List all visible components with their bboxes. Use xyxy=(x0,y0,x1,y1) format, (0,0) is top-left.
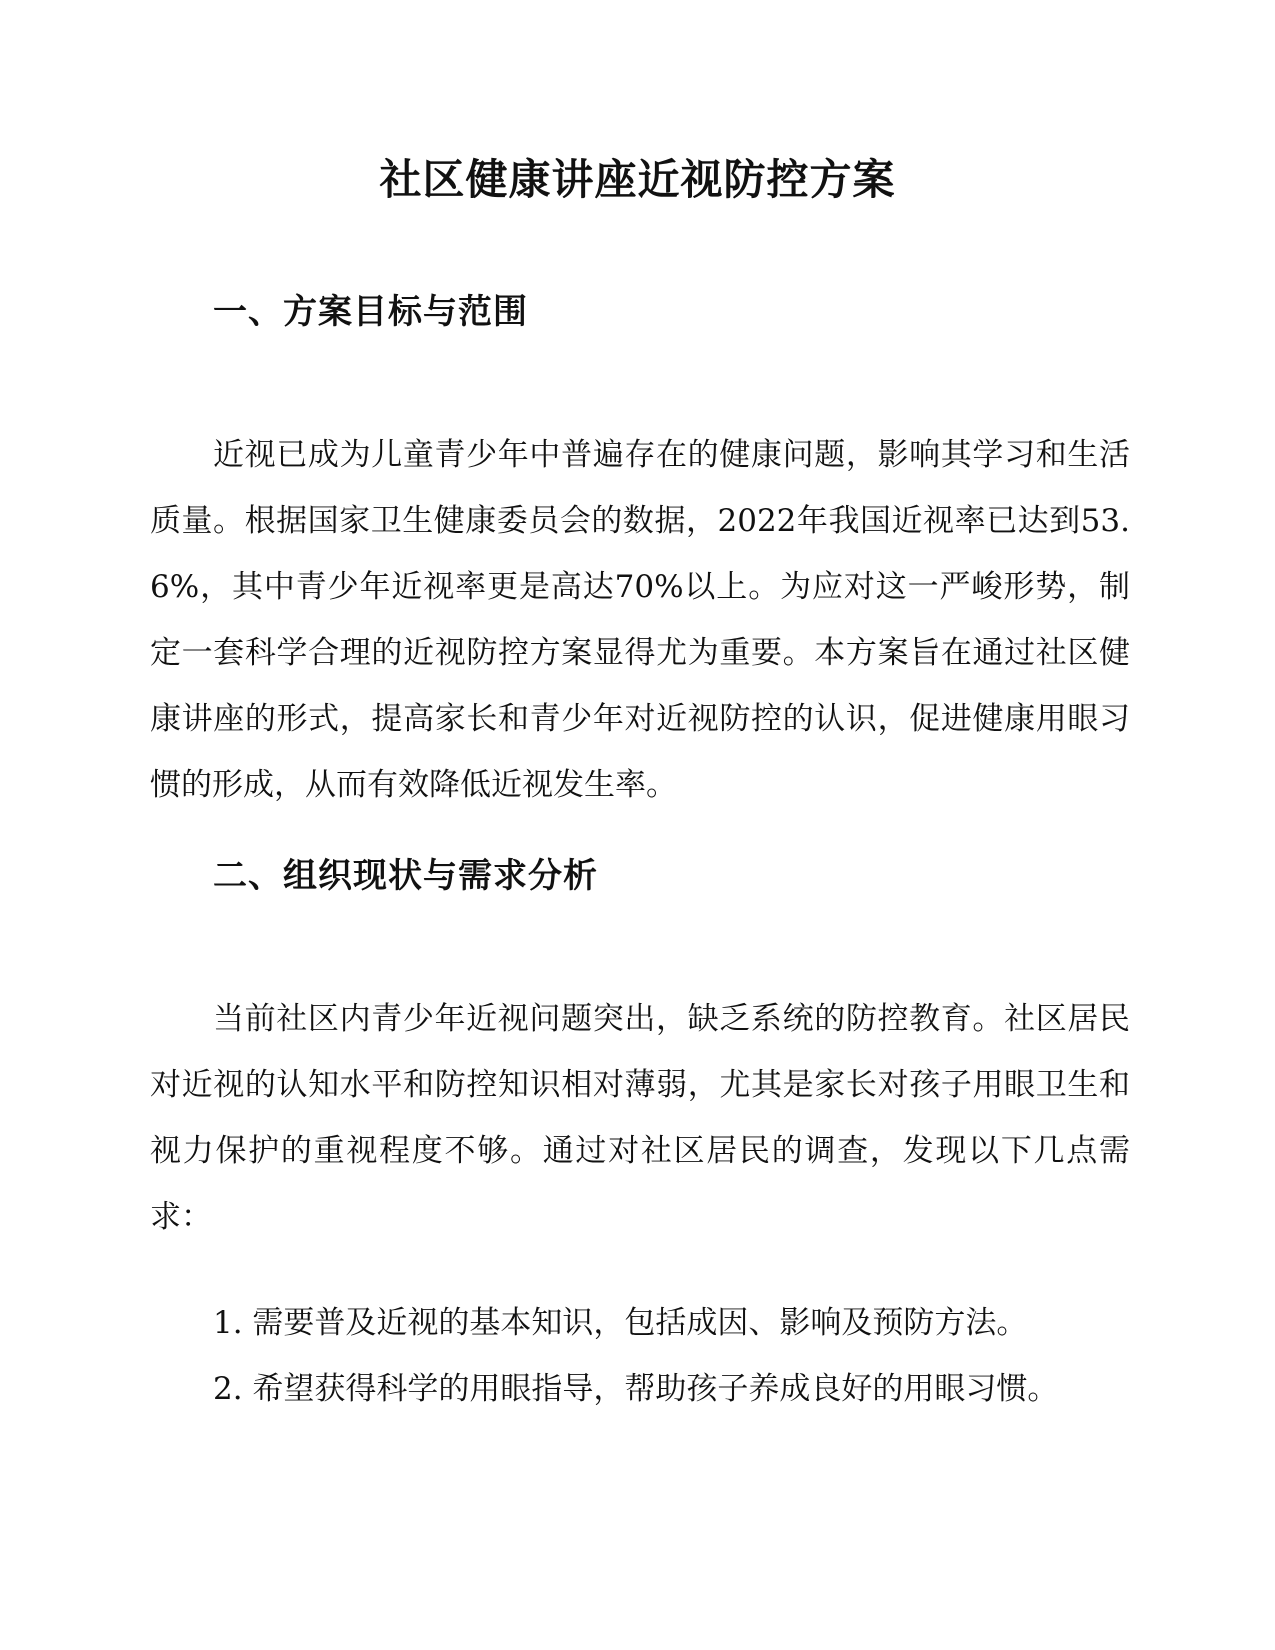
list-item: 2. 希望获得科学的用眼指导，帮助孩子养成良好的用眼习惯。 xyxy=(213,1371,1059,1407)
section-heading-goals-scope: 一、方案目标与范围 xyxy=(213,292,528,332)
section-paragraph-status-needs: 当前社区内青少年近视问题突出，缺乏系统的防控教育。社区居民对近视的认知水平和防控知识相对薄弱，尤其是家长对孩子用眼卫生和视力保护的重视程度不够。通过对社区居民的调查，发现以下几点需求： xyxy=(150,1001,1130,1235)
section-paragraph-goals-scope: 近视已成为儿童青少年中普遍存在的健康问题，影响其学习和生活质量。根据国家卫生健康委员会的数据，2022年我国近视率已达到53.6%，其中青少年近视率更是高达70%以上。为应对这一严峻形势，制定一套科学合理的近视防控方案显得尤为重要。本方案旨在通过社区健康讲座的形式，提高家长和青少年对近视防控的认识，促进健康用眼习惯的形成，从而有效降低近视发生率。 xyxy=(150,437,1130,803)
section-heading-status-needs: 二、组织现状与需求分析 xyxy=(213,856,598,896)
document-title: 社区健康讲座近视防控方案 xyxy=(379,155,896,204)
list-item: 1. 需要普及近视的基本知识，包括成因、影响及预防方法。 xyxy=(213,1305,1028,1341)
needs-list xyxy=(213,1290,1130,1422)
